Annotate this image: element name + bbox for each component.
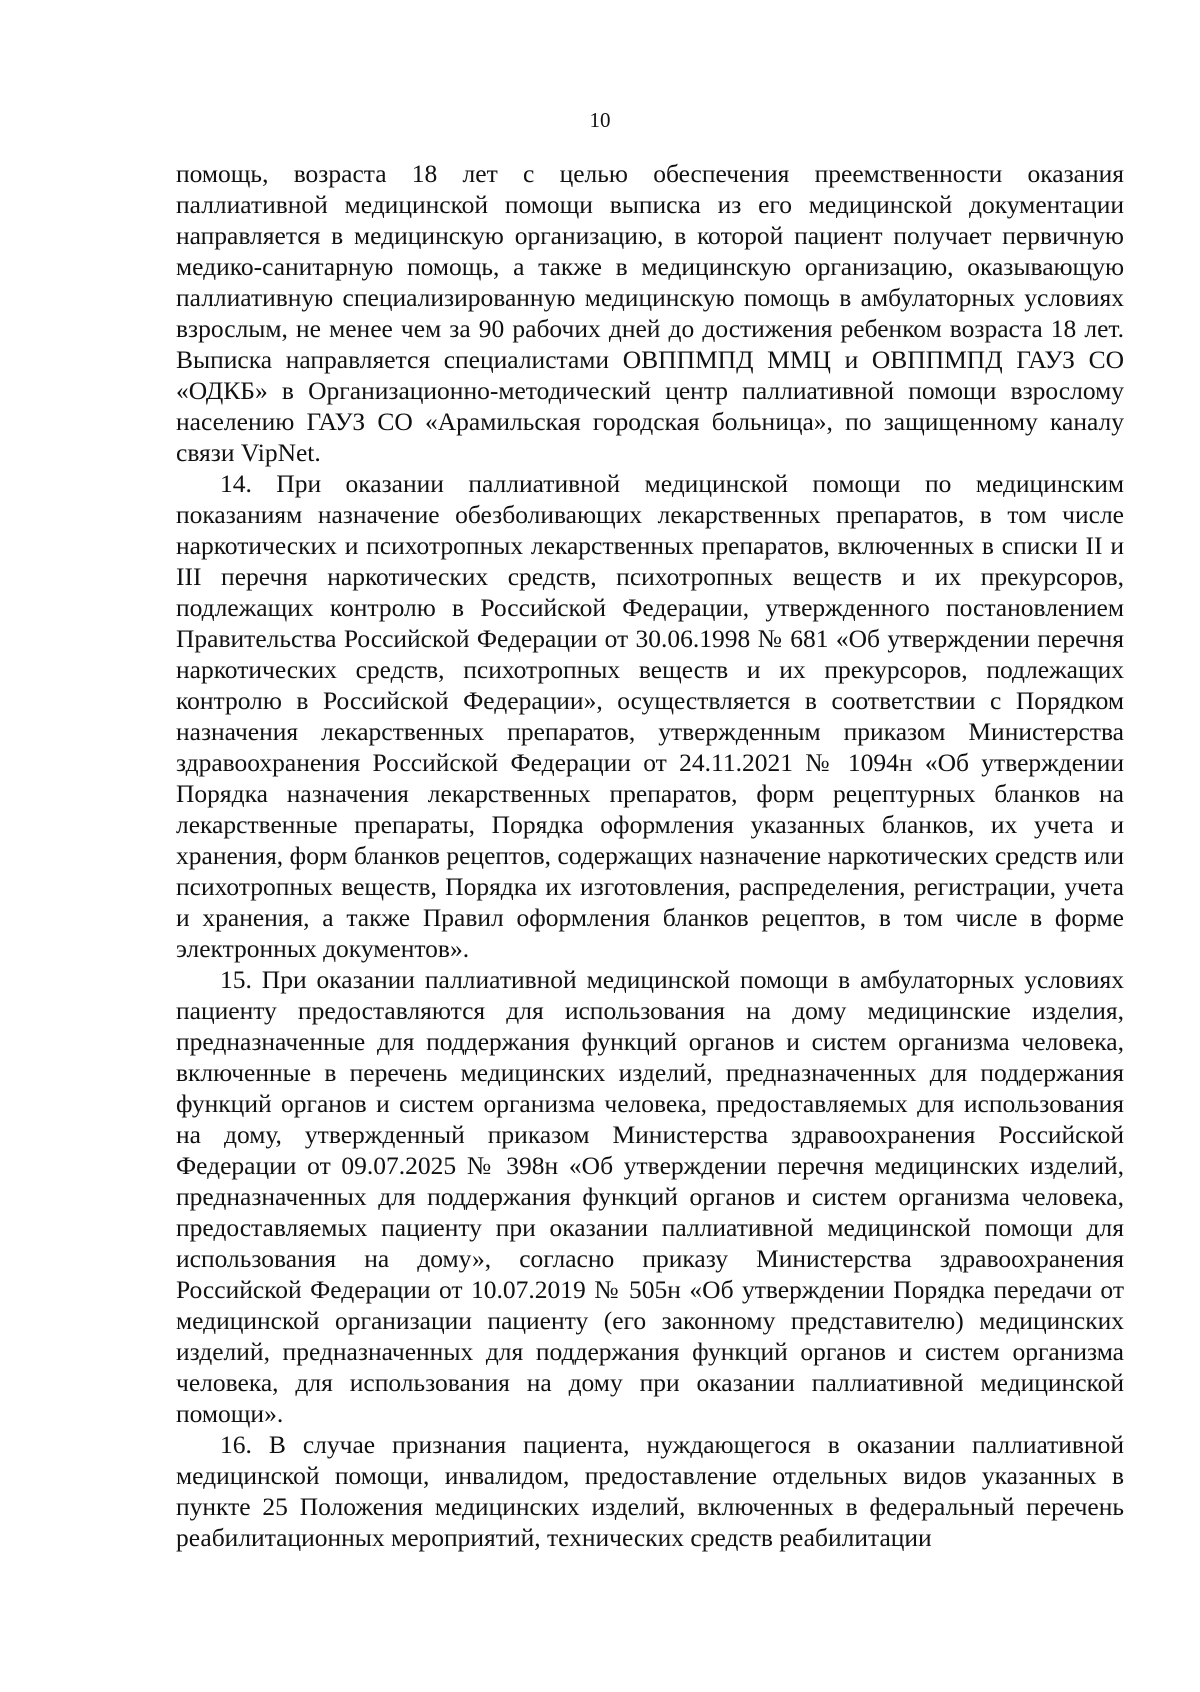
- document-body: [176, 158, 1124, 1553]
- page-number: 10: [589, 108, 611, 132]
- paragraph-16: 16. В случае признания пациента, нуждающегося в оказании паллиативной медицинской помощи, инвалидом, предоставление отдельных видов указанных в пункте 25 Положения медицинских изделий, включенных в федеральный перечень реабилитационных мероприятий, технических средств реабилитации: [176, 1430, 1124, 1552]
- paragraph-15: 15. При оказании паллиативной медицинской помощи в амбулаторных условиях пациенту предоставляются для использования на дому медицинские изделия, предназначенные для поддержания функций органов и систем организма человека, включенные в перечень медицинских изделий, предназначенных для поддержания функций органов и систем организма человека, предоставляемых для использования на дому, утвержденный приказом Министерства здравоохранения Российской Федерации от 09.07.2025 № 398н «Об утверждении перечня медицинских изделий, предназначенных для поддержания функций органов и систем организма человека, предоставляемых пациенту при оказании паллиативной медицинской помощи для использования на дому», согласно приказу Министерства здравоохранения Российской Федерации от 10.07.2019 № 505н «Об утверждении Порядка передачи от медицинской организации пациенту (его законному представителю) медицинских изделий, предназначенных для поддержания функций органов и систем организма человека, для использования на дому при оказании паллиативной медицинской помощи».: [176, 965, 1124, 1428]
- paragraph-continuation: помощь, возраста 18 лет с целью обеспечения преемственности оказания паллиативной медицинской помощи выписка из его медицинской документации направляется в медицинскую организацию, в которой пациент получает первичную медико-санитарную помощь, а также в медицинскую организацию, оказывающую паллиативную специализированную медицинскую помощь в амбулаторных условиях взрослым, не менее чем за 90 рабочих дней до достижения ребенком возраста 18 лет. Выписка направляется специалистами ОВППМПД ММЦ и ОВППМПД ГАУЗ СО «ОДКБ» в Организационно-методический центр паллиативной помощи взрослому населению ГАУЗ СО «Арамильская городская больница», по защищенному каналу связи VipNet.: [176, 159, 1124, 467]
- paragraph-14: 14. При оказании паллиативной медицинской помощи по медицинским показаниям назначение обезболивающих лекарственных препаратов, в том числе наркотических и психотропных лекарственных препаратов, включенных в списки II и III перечня наркотических средств, психотропных веществ и их прекурсоров, подлежащих контролю в Российской Федерации, утвержденного постановлением Правительства Российской Федерации от 30.06.1998 № 681 «Об утверждении перечня наркотических средств, психотропных веществ и их прекурсоров, подлежащих контролю в Российской Федерации», осуществляется в соответствии с Порядком назначения лекарственных препаратов, утвержденным приказом Министерства здравоохранения Российской Федерации от 24.11.2021 № 1094н «Об утверждении Порядка назначения лекарственных препаратов, форм рецептурных бланков на лекарственные препараты, Порядка оформления указанных бланков, их учета и хранения, форм бланков рецептов, содержащих назначение наркотических средств или психотропных веществ, Порядка их изготовления, распределения, регистрации, учета и хранения, а также Правил оформления бланков рецептов, в том числе в форме электронных документов».: [176, 469, 1124, 963]
